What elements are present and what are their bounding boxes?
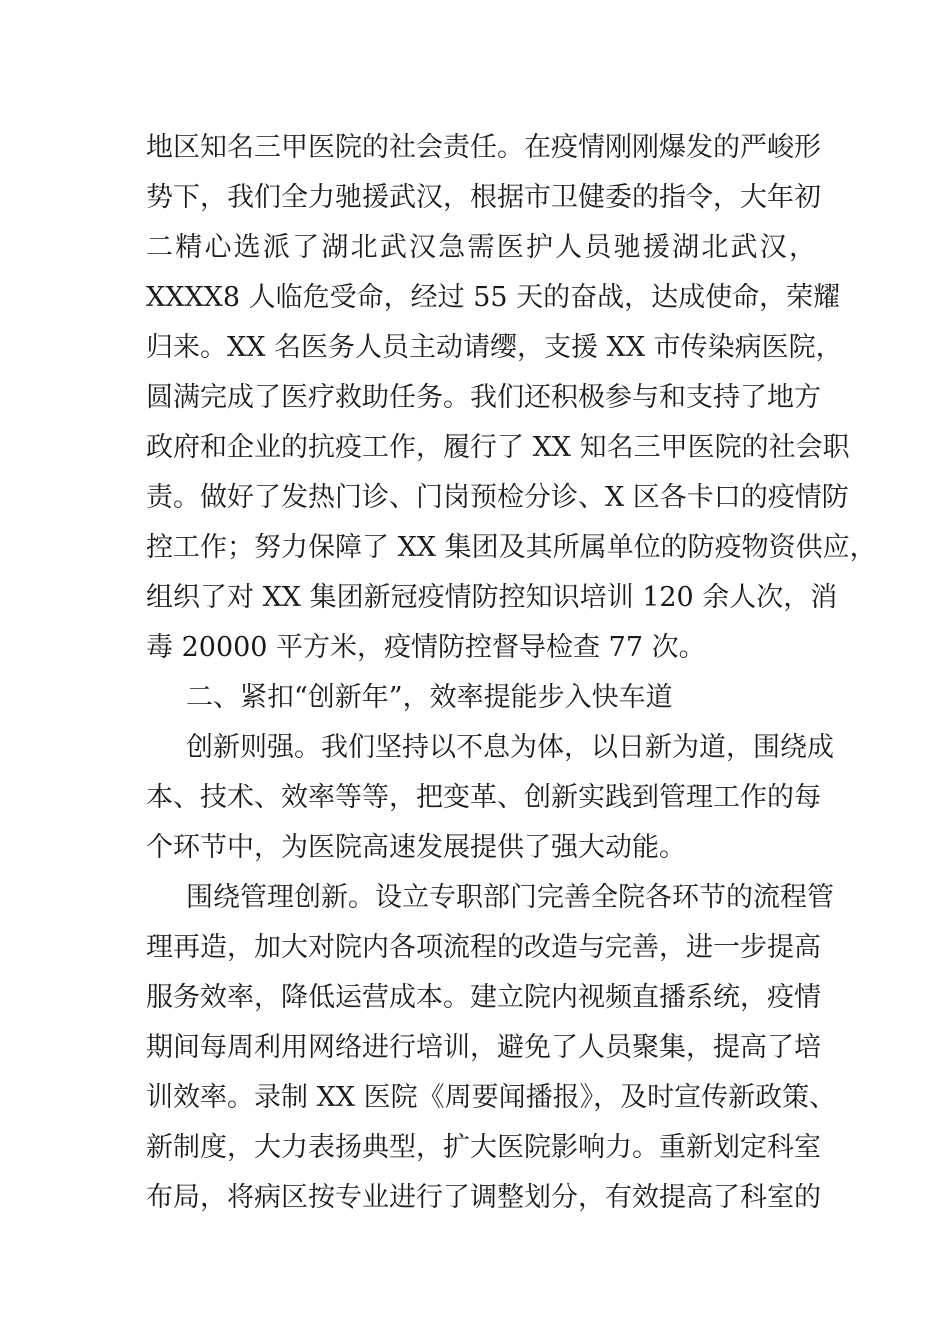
text-line: 责。做好了发热门诊、门岗预检分诊、X 区各卡口的疫情防 [146,482,849,513]
text-line: 势下，我们全力驰援武汉，根据市卫健委的指令，大年初 [146,182,821,213]
text-line: 围绕管理创新。设立专职部门完善全院各环节的流程管 [186,882,834,913]
text-line: 服务效率，降低运营成本。建立院内视频直播系统，疫情 [146,982,821,1013]
text-line: 政府和企业的抗疫工作，履行了 XX 知名三甲医院的社会职 [146,432,850,463]
text-line: 组织了对 XX 集团新冠疫情防控知识培训 120 余人次，消 [146,582,838,613]
text-line: 二精心选派了湖北武汉急需医护人员驰援湖北武汉， [146,232,816,263]
text-line: 新制度，大力表扬典型，扩大医院影响力。重新划定科室 [146,1132,821,1163]
text-line: 本、技术、效率等等，把变革、创新实践到管理工作的每 [146,782,821,813]
text-line: 训效率。录制 XX 医院《周要闻播报》，及时宣传新政策、 [146,1082,837,1113]
text-line: 布局，将病区按专业进行了调整划分，有效提高了科室的 [146,1182,821,1213]
text-line: 创新则强。我们坚持以不息为体，以日新为道，围绕成 [186,732,834,763]
text-line: 毒 20000 平方米，疫情防控督导检查 77 次。 [146,632,706,663]
section-heading: 二、紧扣“创新年”，效率提能步入快车道 [186,682,673,713]
text-line: 控工作；努力保障了 XX 集团及其所属单位的防疫物资供应， [146,532,877,563]
text-line: 期间每周利用网络进行培训，避免了人员聚集，提高了培 [146,1032,821,1063]
text-line: 归来。XX 名医务人员主动请缨，支援 XX 市传染病医院， [146,332,843,363]
text-line: 个环节中，为医院高速发展提供了强大动能。 [146,832,686,863]
text-line: 圆满完成了医疗救助任务。我们还积极参与和支持了地方 [146,382,821,413]
text-line: 理再造，加大对院内各项流程的改造与完善，进一步提高 [146,932,821,963]
text-line: 地区知名三甲医院的社会责任。在疫情刚刚爆发的严峻形 [146,132,821,163]
text-line: XXXX8 人临危受命，经过 55 天的奋战，达成使命，荣耀 [146,282,841,313]
